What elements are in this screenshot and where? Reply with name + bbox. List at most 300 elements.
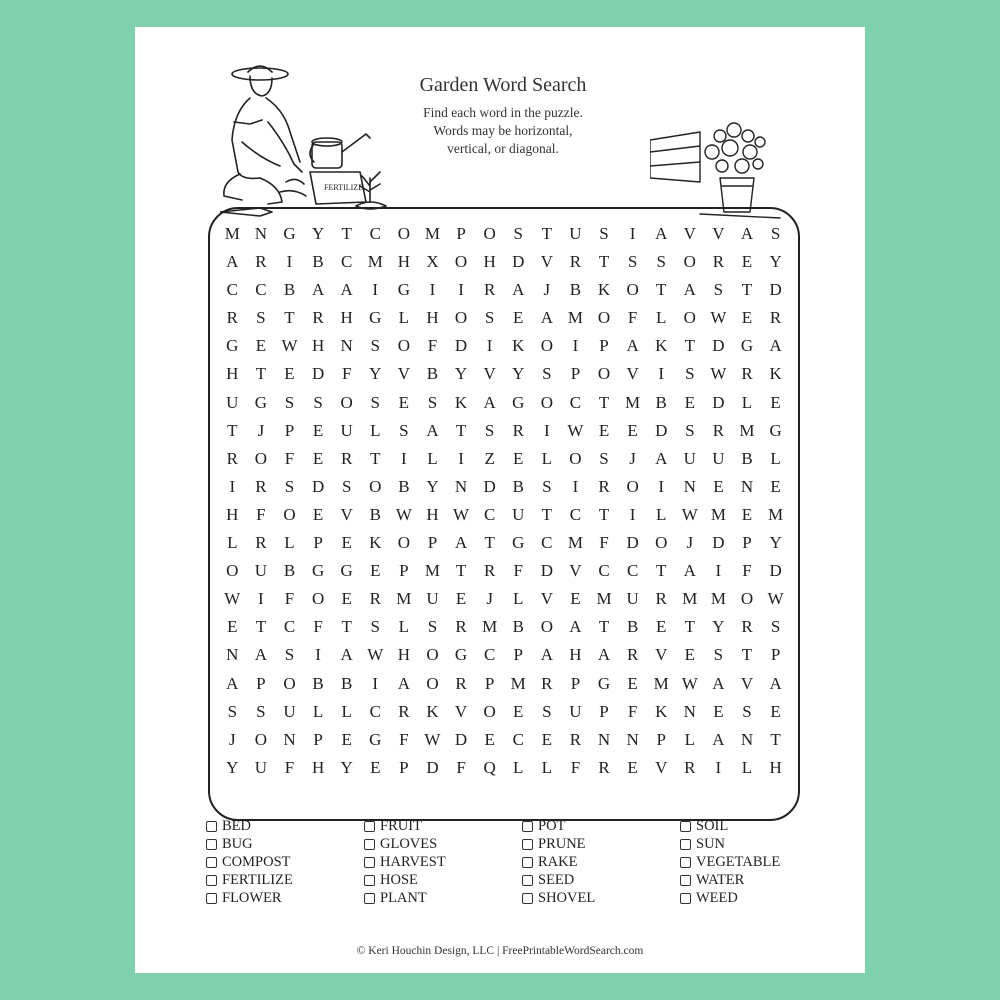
grid-letter: R [569, 729, 582, 749]
word-checkbox[interactable] [522, 857, 533, 868]
word-checkbox[interactable] [522, 893, 533, 904]
grid-letter: A [712, 729, 725, 749]
grid-letter: D [655, 420, 668, 440]
word-label: WEED [696, 889, 738, 906]
letter-grid [218, 220, 788, 782]
word-checkbox[interactable] [522, 821, 533, 832]
grid-letter: C [569, 504, 582, 524]
word-checkbox[interactable] [680, 821, 691, 832]
word-item [522, 854, 680, 872]
grid-letter: V [483, 364, 496, 384]
svg-text:FERTILIZE: FERTILIZE [324, 183, 364, 192]
word-label: FRUIT [380, 818, 422, 835]
word-label: SHOVEL [538, 889, 596, 906]
grid-letter: R [655, 589, 667, 609]
grid-letter: V [655, 757, 668, 777]
grid-letter: T [455, 561, 467, 581]
grid-letter: O [626, 476, 639, 496]
grid-letter: K [426, 701, 439, 721]
grid-letter: A [454, 533, 468, 553]
grid-letter: G [740, 336, 754, 356]
word-item [364, 889, 522, 907]
grid-letter: M [510, 673, 526, 693]
grid-letter: P [313, 729, 323, 749]
grid-letter: O [454, 308, 468, 328]
grid-letter: I [543, 420, 550, 440]
word-item [206, 836, 364, 854]
grid-letter: E [255, 336, 267, 356]
word-column [522, 818, 680, 907]
grid-letter: M [625, 392, 641, 412]
word-label: FLOWER [222, 889, 282, 906]
grid-letter: B [283, 280, 296, 300]
grid-letter: A [655, 224, 668, 243]
grid-letter: V [340, 504, 353, 524]
grid-letter: T [341, 224, 352, 243]
word-checkbox[interactable] [206, 893, 217, 904]
grid-letter: P [599, 336, 609, 356]
grid-letter: O [569, 448, 582, 468]
word-label: VEGETABLE [696, 853, 781, 870]
grid-letter: E [684, 645, 695, 665]
grid-letter: Y [311, 224, 325, 243]
grid-letter: A [512, 280, 525, 300]
grid-letter: S [685, 420, 695, 440]
grid-letter: R [398, 701, 410, 721]
grid-letter: R [741, 364, 753, 384]
grid-letter: T [684, 336, 695, 356]
grid-letter: R [255, 252, 267, 272]
grid-letter: W [681, 673, 698, 693]
grid-letter: S [427, 617, 438, 637]
grid-letter: Z [484, 448, 495, 468]
word-label: FERTILIZE [222, 871, 293, 888]
grid-letter: I [286, 252, 293, 272]
grid-letter: R [626, 645, 639, 665]
word-label: SOIL [696, 818, 729, 835]
word-checkbox[interactable] [680, 857, 691, 868]
grid-letter: D [454, 336, 468, 356]
page-title: Garden Word Search [419, 74, 587, 96]
grid-letter: A [340, 645, 353, 665]
grid-letter: E [513, 448, 524, 468]
grid-letter: F [284, 448, 295, 468]
grid-letter: B [655, 392, 667, 412]
word-checkbox[interactable] [522, 875, 533, 886]
grid-letter: K [769, 364, 782, 384]
grid-letter: I [572, 336, 579, 356]
grid-letter: O [740, 589, 754, 609]
grid-letter: G [340, 561, 353, 581]
word-checkbox[interactable] [364, 857, 375, 868]
grid-letter: T [370, 448, 381, 468]
grid-letter: F [513, 561, 523, 581]
grid-letter: H [483, 252, 496, 272]
grid-letter: X [426, 252, 439, 272]
word-item [680, 871, 838, 889]
grid-letter: M [424, 224, 441, 243]
grid-letter: I [372, 673, 379, 693]
grid-letter: R [684, 757, 696, 777]
grid-letter: U [712, 448, 725, 468]
grid-letter: W [281, 336, 298, 356]
grid-letter: S [399, 420, 409, 440]
grid-letter: V [626, 364, 639, 384]
grid-letter: P [284, 420, 295, 440]
grid-letter: E [741, 252, 753, 272]
grid-letter: M [482, 617, 498, 637]
grid-letter: H [569, 645, 582, 665]
grid-letter: K [655, 701, 668, 721]
grid-letter: E [284, 364, 295, 384]
grid-letter: S [284, 476, 295, 496]
grid-letter: T [598, 504, 610, 524]
grid-letter: G [254, 392, 268, 412]
word-item [364, 818, 522, 836]
grid-letter: F [284, 757, 295, 777]
grid-letter: B [312, 252, 324, 272]
grid-letter: U [569, 701, 582, 721]
grid-letter: S [770, 617, 781, 637]
word-checkbox[interactable] [680, 875, 691, 886]
grid-letter: T [484, 533, 495, 553]
grid-letter: V [740, 673, 754, 693]
grid-letter: R [369, 589, 381, 609]
grid-letter: G [283, 224, 296, 243]
grid-letter: L [341, 701, 352, 721]
word-label: HOSE [380, 871, 418, 888]
grid-letter: A [712, 673, 725, 693]
grid-letter: O [597, 308, 611, 328]
grid-letter: A [569, 617, 582, 637]
grid-letter: K [369, 533, 382, 553]
grid-letter: S [513, 224, 523, 243]
grid-letter: D [426, 757, 439, 777]
grid-letter: M [424, 561, 441, 581]
word-checkbox[interactable] [206, 875, 217, 886]
grid-letter: R [512, 420, 524, 440]
grid-letter: R [541, 673, 553, 693]
grid-letter: O [483, 224, 496, 243]
grid-letter: E [627, 673, 638, 693]
grid-letter: T [541, 504, 553, 524]
grid-letter: C [541, 533, 553, 553]
grid-letter: C [598, 561, 610, 581]
word-checkbox[interactable] [206, 857, 217, 868]
grid-letter: A [740, 224, 754, 243]
word-label: PLANT [380, 889, 427, 906]
grid-letter: S [284, 645, 295, 665]
grid-letter: H [226, 364, 239, 384]
grid-letter: U [254, 561, 268, 581]
word-label: GLOVES [380, 836, 438, 853]
grid-letter: Y [712, 617, 725, 637]
grid-letter: L [741, 392, 753, 412]
grid-letter: B [569, 280, 582, 300]
grid-letter: Y [340, 757, 353, 777]
grid-letter: T [598, 252, 610, 272]
grid-letter: S [284, 392, 295, 412]
grid-letter: F [599, 533, 609, 553]
grid-letter: V [540, 252, 553, 272]
word-label: RAKE [538, 853, 578, 870]
word-item [680, 818, 838, 836]
grid-letter: E [570, 589, 581, 609]
grid-letter: E [341, 589, 352, 609]
grid-letter: V [569, 561, 582, 581]
grid-letter: I [629, 224, 636, 243]
grid-letter: F [570, 757, 581, 777]
grid-letter: B [626, 617, 639, 637]
grid-letter: S [313, 392, 323, 412]
grid-letter: R [483, 561, 496, 581]
grid-letter: O [397, 336, 410, 356]
grid-letter: N [683, 701, 696, 721]
grid-letter: O [454, 252, 468, 272]
grid-letter: T [656, 561, 667, 581]
grid-letter: L [398, 617, 410, 637]
word-item [522, 871, 680, 889]
grid-letter: A [540, 308, 553, 328]
grid-letter: S [685, 364, 695, 384]
grid-letter: S [770, 224, 781, 243]
grid-letter: P [656, 729, 666, 749]
grid-letter: O [397, 533, 410, 553]
grid-letter: O [369, 476, 382, 496]
word-checkbox[interactable] [364, 875, 375, 886]
word-label: WATER [696, 871, 745, 888]
grid-letter: M [567, 533, 583, 553]
grid-letter: N [340, 336, 353, 356]
grid-letter: E [713, 476, 724, 496]
grid-letter: P [742, 533, 752, 553]
word-checkbox[interactable] [364, 839, 375, 850]
grid-letter: C [226, 280, 238, 300]
grid-letter: G [397, 280, 410, 300]
grid-letter: P [570, 364, 581, 384]
grid-letter: A [769, 673, 782, 693]
grid-letter: H [397, 252, 410, 272]
instructions [393, 104, 613, 158]
grid-letter: T [656, 280, 667, 300]
grid-letter: J [228, 729, 236, 749]
grid-letter: R [598, 757, 610, 777]
grid-letter: T [255, 364, 267, 384]
grid-letter: O [540, 392, 553, 412]
grid-letter: W [424, 729, 441, 749]
grid-letter: E [713, 701, 724, 721]
grid-letter: O [283, 504, 296, 524]
word-item [522, 818, 680, 836]
grid-letter: I [486, 336, 493, 356]
grid-letter: R [255, 533, 267, 553]
word-label: SUN [696, 836, 726, 853]
grid-letter: I [715, 561, 722, 581]
grid-letter: C [341, 252, 353, 272]
grid-letter: M [739, 420, 755, 440]
grid-letter: T [770, 729, 781, 749]
grid-letter: E [541, 729, 553, 749]
grid-letter: T [598, 617, 610, 637]
word-checkbox[interactable] [680, 893, 691, 904]
grid-letter: L [741, 757, 753, 777]
grid-letter: L [541, 448, 553, 468]
grid-letter: N [283, 729, 296, 749]
word-list [206, 818, 836, 907]
word-checkbox[interactable] [522, 839, 533, 850]
grid-letter: C [283, 617, 296, 637]
word-label: BED [222, 818, 251, 835]
grid-letter: T [684, 617, 695, 637]
grid-letter: H [426, 504, 439, 524]
grid-letter: E [770, 701, 781, 721]
grid-letter: S [370, 617, 380, 637]
grid-letter: K [512, 336, 525, 356]
word-item [364, 871, 522, 889]
grid-letter: K [454, 392, 468, 412]
grid-letter: U [683, 448, 696, 468]
grid-letter: C [483, 504, 496, 524]
grid-letter: E [227, 617, 238, 637]
grid-letter: G [311, 561, 325, 581]
word-checkbox[interactable] [364, 893, 375, 904]
grid-letter: J [629, 448, 636, 468]
grid-letter: O [254, 729, 268, 749]
grid-letter: E [484, 729, 495, 749]
grid-letter: C [369, 701, 381, 721]
grid-letter: F [456, 757, 466, 777]
grid-letter: L [656, 308, 667, 328]
word-checkbox[interactable] [206, 821, 217, 832]
grid-letter: K [597, 280, 611, 300]
grid-letter: J [486, 589, 493, 609]
grid-letter: T [741, 280, 753, 300]
instruction-line: Words may be horizontal, [433, 123, 573, 138]
grid-letter: D [712, 392, 725, 412]
grid-letter: P [256, 673, 266, 693]
grid-letter: R [312, 308, 324, 328]
grid-letter: O [283, 673, 296, 693]
grid-letter: S [427, 392, 438, 412]
grid-letter: F [313, 617, 323, 637]
word-label: BUG [222, 836, 253, 853]
grid-letter: S [484, 420, 495, 440]
grid-letter: A [683, 280, 696, 300]
grid-letter: O [426, 645, 439, 665]
grid-letter: S [484, 308, 495, 328]
grid-letter: N [626, 729, 639, 749]
grid-letter: D [769, 280, 782, 300]
grid-letter: W [567, 420, 584, 440]
grid-letter: D [512, 252, 525, 272]
word-checkbox[interactable] [364, 821, 375, 832]
grid-letter: J [257, 420, 265, 440]
grid-letter: W [395, 504, 412, 524]
word-item [522, 836, 680, 854]
grid-letter: B [512, 617, 524, 637]
grid-letter: A [597, 645, 611, 665]
grid-letter: T [541, 224, 553, 243]
grid-letter: F [284, 589, 295, 609]
grid-letter: E [770, 476, 781, 496]
grid-letter: A [655, 448, 668, 468]
grid-letter: C [512, 729, 524, 749]
grid-letter: T [741, 645, 753, 665]
grid-letter: B [426, 364, 439, 384]
grid-letter: A [426, 420, 439, 440]
grid-letter: L [227, 533, 238, 553]
grid-letter: Y [512, 364, 525, 384]
grid-letter: O [311, 589, 325, 609]
grid-letter: I [315, 645, 321, 665]
grid-letter: M [596, 589, 612, 609]
grid-letter: C [483, 645, 496, 665]
grid-letter: F [427, 336, 438, 356]
grid-letter: M [224, 224, 240, 243]
grid-letter: R [769, 308, 782, 328]
instruction-line: vertical, or diagonal. [447, 141, 559, 156]
word-item [206, 871, 364, 889]
grid-letter: E [627, 757, 638, 777]
grid-letter: I [229, 476, 236, 496]
grid-letter: M [710, 504, 726, 524]
word-item [522, 889, 680, 907]
grid-letter: B [741, 448, 753, 468]
grid-letter: U [340, 420, 353, 440]
grid-letter: V [655, 645, 668, 665]
grid-letter: G [454, 645, 468, 665]
grid-letter: Y [769, 252, 782, 272]
word-item [364, 836, 522, 854]
grid-letter: C [369, 224, 381, 243]
grid-letter: M [367, 252, 383, 272]
word-item [206, 818, 364, 836]
grid-letter: E [741, 504, 753, 524]
word-label: PRUNE [538, 836, 586, 853]
grid-letter: S [599, 448, 609, 468]
grid-letter: E [312, 448, 324, 468]
word-column [364, 818, 522, 907]
grid-letter: Y [226, 757, 239, 777]
word-column [680, 818, 838, 907]
grid-letter: A [540, 645, 553, 665]
grid-letter: L [427, 448, 438, 468]
grid-letter: L [312, 701, 324, 721]
grid-letter: A [226, 252, 239, 272]
grid-letter: D [483, 476, 496, 496]
grid-letter: P [427, 533, 438, 553]
word-checkbox[interactable] [206, 839, 217, 850]
grid-letter: R [569, 252, 582, 272]
grid-letter: N [597, 729, 611, 749]
word-item [206, 889, 364, 907]
grid-letter: L [513, 757, 524, 777]
grid-letter: M [682, 589, 698, 609]
grid-letter: D [626, 533, 639, 553]
grid-letter: I [401, 448, 407, 468]
grid-letter: D [540, 561, 553, 581]
word-label: SEED [538, 871, 575, 888]
grid-letter: O [483, 701, 496, 721]
grid-letter: L [513, 589, 524, 609]
word-checkbox[interactable] [680, 839, 691, 850]
grid-letter: R [741, 617, 753, 637]
grid-letter: R [341, 448, 353, 468]
grid-letter: L [656, 504, 667, 524]
grid-letter: O [683, 308, 696, 328]
grid-letter: E [770, 392, 781, 412]
grid-letter: S [713, 645, 724, 665]
